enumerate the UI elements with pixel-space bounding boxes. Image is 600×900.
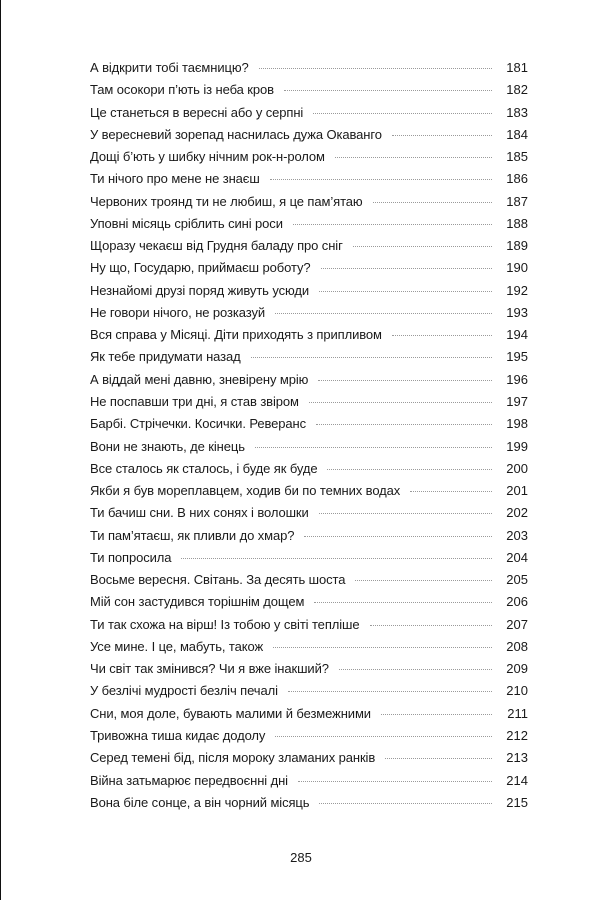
toc-entry-title: Усе мине. І це, мабуть, також	[90, 638, 264, 654]
dot-leader	[353, 246, 492, 247]
toc-entry	[90, 703, 528, 725]
toc-entry-page: 201	[506, 483, 528, 499]
toc-entry-page: 198	[506, 416, 528, 432]
toc-entry-page: 207	[506, 616, 528, 632]
toc-entry-title: Серед темені бід, після мороку зламаних ранків	[90, 750, 376, 766]
dot-leader	[181, 558, 492, 559]
toc-entry-title: Восьме вересня. Світань. За десять шоста	[90, 572, 346, 588]
toc-entry-title: Не поспавши три дні, я став звіром	[90, 393, 299, 409]
toc-entry-page: 211	[507, 705, 528, 721]
toc-entry-page: 213	[506, 750, 528, 766]
toc-entry-title: Вони не знають, де кінець	[90, 438, 245, 454]
toc-entry-title: У вересневий зорепад наснилась дужа Окаванго	[90, 126, 382, 142]
toc-entry-title: Вона біле сонце, а він чорний місяць	[90, 794, 310, 810]
toc-entry	[90, 79, 528, 101]
toc-entry	[90, 257, 528, 279]
toc-entry-title: У безлічі мудрості безліч печалі	[90, 683, 278, 699]
toc-entry	[90, 57, 528, 79]
dot-leader	[339, 669, 492, 670]
toc-entry	[90, 391, 528, 413]
toc-entry	[90, 547, 528, 569]
toc-entry-title: Не говори нічого, не розказуй	[90, 304, 266, 320]
toc-entry	[90, 235, 528, 257]
toc-entry-title: Це станеться в вересні або у серпні	[90, 104, 304, 120]
toc-entry	[90, 680, 528, 702]
dot-leader	[314, 602, 492, 603]
toc-entry-title: Незнайомі друзі поряд живуть усюди	[90, 282, 310, 298]
toc-entry-page: 183	[506, 104, 528, 120]
dot-leader	[313, 113, 492, 114]
toc-entry-page: 190	[506, 260, 528, 276]
dot-leader	[373, 202, 492, 203]
dot-leader	[298, 781, 492, 782]
toc-entry-title: Барбі. Стрічечки. Косички. Реверанс	[90, 416, 306, 432]
toc-entry-page: 187	[506, 193, 528, 209]
toc-entry	[90, 124, 528, 146]
toc-entry-title: А віддай мені давню, зневірену мрію	[90, 371, 309, 387]
toc-entry-title: Як тебе придумати назад	[90, 349, 241, 365]
toc-entry-title: Якби я був мореплавцем, ходив би по темних водах	[90, 483, 401, 499]
toc-entry-page: 192	[506, 282, 528, 298]
toc-entry-title: Тривожна тиша кидає додолу	[90, 727, 266, 743]
dot-leader	[335, 157, 492, 158]
toc-entry-page: 199	[506, 438, 528, 454]
toc-entry-page: 209	[506, 661, 528, 677]
toc-entry-page: 186	[506, 171, 528, 187]
dot-leader	[309, 402, 492, 403]
dot-leader	[410, 491, 492, 492]
toc-entry-page: 205	[506, 572, 528, 588]
toc-entry	[90, 636, 528, 658]
dot-leader	[293, 224, 492, 225]
dot-leader	[259, 68, 492, 69]
toc-entry-page: 195	[506, 349, 528, 365]
toc-entry-page: 196	[506, 371, 528, 387]
toc-entry-title: Чи світ так змінився? Чи я вже інакший?	[90, 661, 329, 677]
dot-leader	[385, 758, 492, 759]
toc-entry-title: Все сталось як сталось, і буде як буде	[90, 460, 318, 476]
toc-entry-title: Дощі б’ють у шибку нічним рок-н-ролом	[90, 149, 325, 165]
toc-entry	[90, 213, 528, 235]
dot-leader	[319, 803, 492, 804]
toc-entry-page: 214	[506, 772, 528, 788]
toc-entry-title: Мій сон застудився торішнім дощем	[90, 594, 305, 610]
toc-entry-page: 203	[506, 527, 528, 543]
dot-leader	[273, 647, 492, 648]
toc-entry	[90, 614, 528, 636]
toc-entry-page: 208	[506, 638, 528, 654]
dot-leader	[288, 691, 492, 692]
toc-entry-page: 184	[506, 126, 528, 142]
toc-entry	[90, 302, 528, 324]
dot-leader	[275, 313, 492, 314]
dot-leader	[251, 357, 492, 358]
toc-entry	[90, 480, 528, 502]
dot-leader	[275, 736, 492, 737]
toc-entry-page: 200	[506, 460, 528, 476]
toc-entry	[90, 346, 528, 368]
toc-entry	[90, 168, 528, 190]
toc-entry-page: 210	[506, 683, 528, 699]
toc-entry	[90, 725, 528, 747]
toc-entry	[90, 102, 528, 124]
toc-entry-page: 212	[506, 727, 528, 743]
dot-leader	[355, 580, 492, 581]
toc-entry	[90, 413, 528, 435]
toc-entry-page: 182	[506, 82, 528, 98]
table-of-contents	[90, 57, 528, 814]
dot-leader	[327, 469, 492, 470]
toc-entry-page: 181	[506, 60, 528, 75]
toc-entry-page: 215	[506, 794, 528, 810]
toc-entry	[90, 324, 528, 346]
toc-entry-page: 197	[506, 393, 528, 409]
toc-entry-title: Там осокори п’ють із неба кров	[90, 82, 274, 98]
toc-entry	[90, 436, 528, 458]
toc-entry-title: Ну що, Государю, приймаєш роботу?	[90, 260, 311, 276]
dot-leader	[318, 380, 492, 381]
dot-leader	[392, 335, 492, 336]
toc-entry-title: А відкрити тобі таємницю?	[90, 60, 249, 75]
toc-entry-title: Щоразу чекаєш від Грудня баладу про сніг	[90, 238, 343, 254]
toc-entry-page: 194	[506, 327, 528, 343]
dot-leader	[370, 625, 493, 626]
toc-entry-page: 188	[506, 215, 528, 231]
toc-entry	[90, 146, 528, 168]
toc-entry	[90, 191, 528, 213]
dot-leader	[319, 513, 492, 514]
toc-entry	[90, 658, 528, 680]
toc-entry-title: Ти попросила	[90, 549, 172, 565]
dot-leader	[381, 714, 492, 715]
toc-entry-page: 204	[506, 549, 528, 565]
toc-entry-title: Ти так схожа на вірш! Із тобою у світі тепліше	[90, 616, 360, 632]
dot-leader	[392, 135, 492, 136]
toc-entry-page: 185	[506, 149, 528, 165]
toc-entry	[90, 792, 528, 814]
toc-entry-title: Ти бачиш сни. В них сонях і волошки	[90, 505, 309, 521]
dot-leader	[319, 291, 492, 292]
toc-entry	[90, 280, 528, 302]
toc-entry	[90, 569, 528, 591]
toc-entry	[90, 591, 528, 613]
dot-leader	[270, 179, 492, 180]
toc-entry-page: 189	[506, 238, 528, 254]
toc-entry	[90, 770, 528, 792]
toc-entry-page: 206	[506, 594, 528, 610]
toc-entry-title: Ти пам’ятаєш, як пливли до хмар?	[90, 527, 295, 543]
toc-entry-title: Сни, моя доле, бувають малими й безмежними	[90, 705, 371, 721]
toc-entry	[90, 525, 528, 547]
toc-entry-title: Червоних троянд ти не любиш, я це пам’ятаю	[90, 193, 363, 209]
toc-entry	[90, 458, 528, 480]
dot-leader	[304, 536, 492, 537]
toc-entry	[90, 747, 528, 769]
dot-leader	[255, 447, 492, 448]
toc-entry-page: 202	[506, 505, 528, 521]
toc-entry	[90, 369, 528, 391]
dot-leader	[316, 424, 492, 425]
dot-leader	[321, 268, 492, 269]
toc-entry-title: Вся справа у Місяці. Діти приходять з припливом	[90, 327, 382, 343]
page-number: 285	[290, 850, 312, 865]
toc-entry-title: Ти нічого про мене не знаєш	[90, 171, 260, 187]
dot-leader	[284, 90, 492, 91]
toc-entry-title: Війна затьмарює передвоєнні дні	[90, 772, 288, 788]
toc-entry-title: Уповні місяць сріблить сині роси	[90, 215, 283, 231]
toc-entry-page: 193	[506, 304, 528, 320]
toc-entry	[90, 502, 528, 524]
